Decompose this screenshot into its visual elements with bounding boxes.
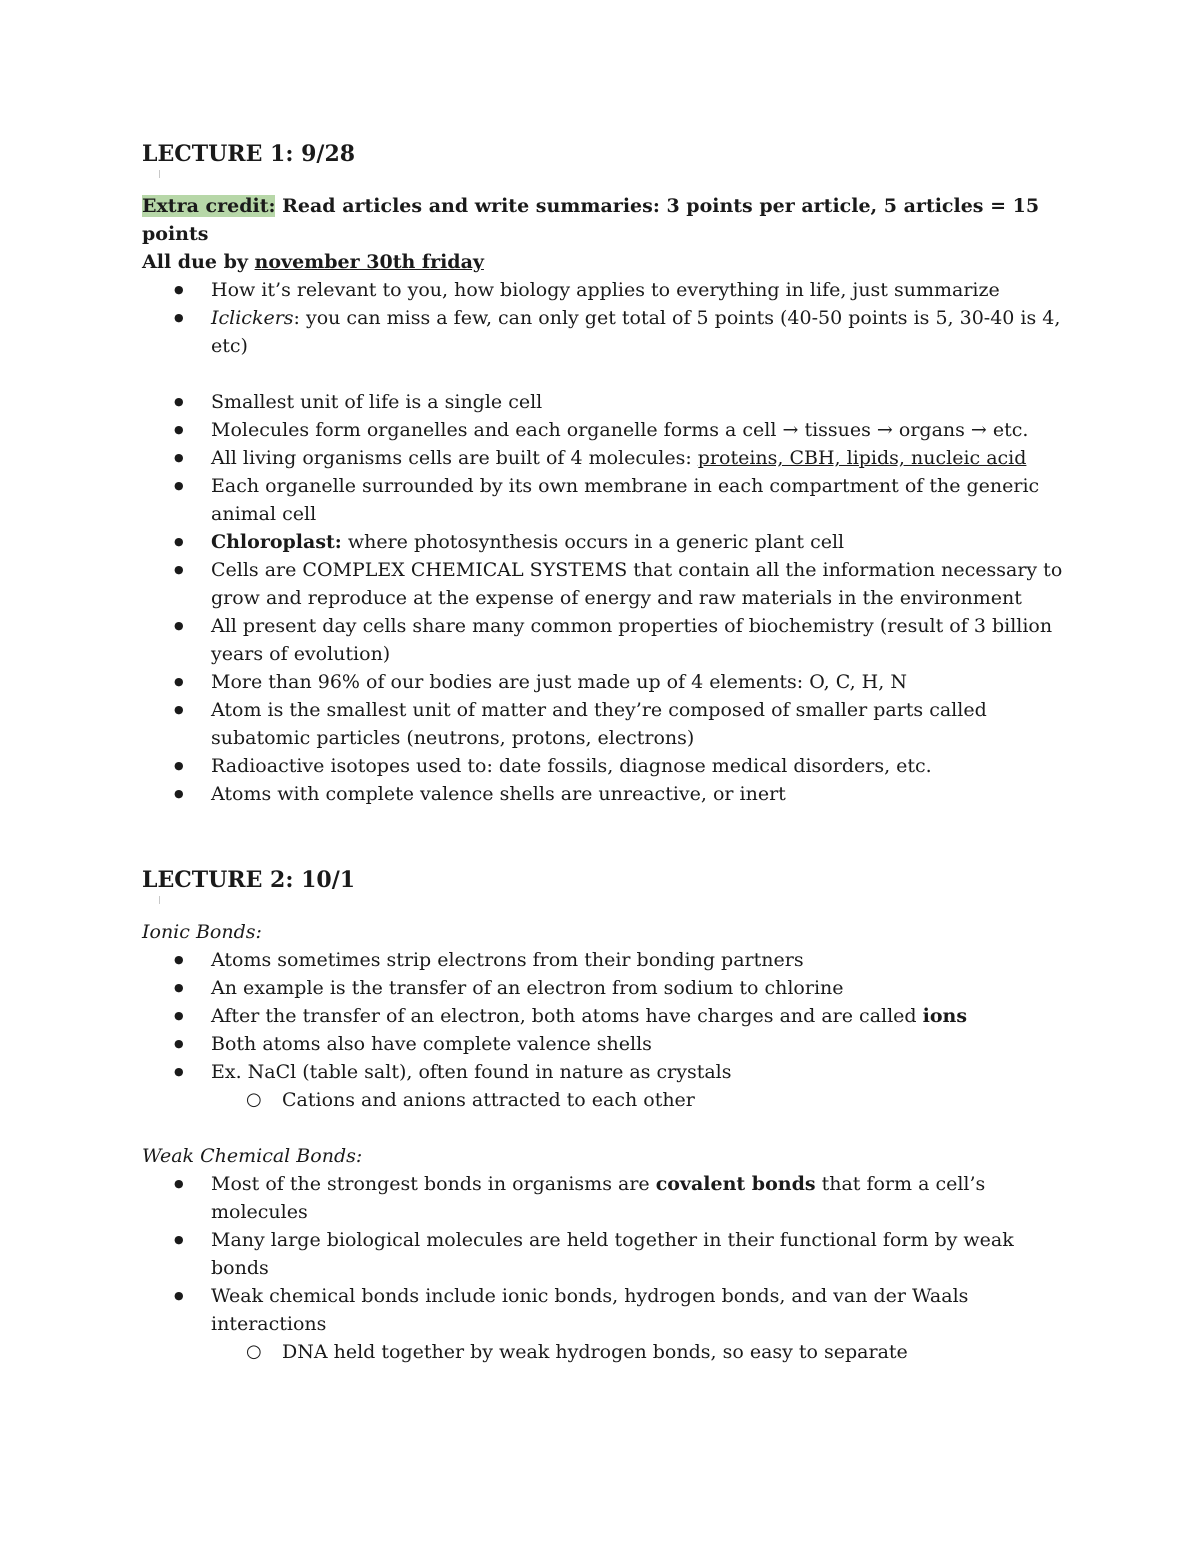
weak-bonds-heading: Weak Chemical Bonds: (142, 1145, 363, 1167)
covalent-prefix: Most of the strongest bonds in organisms are (211, 1173, 656, 1195)
ionic-sub-list (142, 1086, 1072, 1114)
cursor-mark (159, 896, 160, 904)
ionic-bonds-list (142, 946, 1072, 1086)
list-item: ● Radioactive isotopes used to: date fossils, diagnose medical disorders, etc. (142, 752, 1072, 780)
list-item: ● More than 96% of our bodies are just made up of 4 elements: O, C, H, N (142, 668, 1072, 696)
extra-credit-label: Extra credit: (142, 195, 276, 217)
due-prefix: All due by (142, 251, 255, 273)
lecture-2-title: LECTURE 2: 10/1 (142, 867, 356, 893)
list-item: ● Molecules form organelles and each organelle forms a cell → tissues → organs → etc. (142, 416, 1072, 444)
ions-prefix: After the transfer of an electron, both atoms have charges and are called (211, 1005, 923, 1027)
list-item: ● Both atoms also have complete valence shells (142, 1030, 1072, 1058)
lecture-1-title: LECTURE 1: 9/28 (142, 141, 356, 167)
list-item: ● Many large biological molecules are held together in their functional form by weak bonds (142, 1226, 1072, 1282)
list-item: ● Each organelle surrounded by its own membrane in each compartment of the generic animal cell (142, 472, 1072, 528)
molecules-list: proteins, CBH, lipids, nucleic acid (697, 447, 1027, 469)
list-item: ● Weak chemical bonds include ionic bonds, hydrogen bonds, and van der Waals interactions (142, 1282, 1072, 1338)
molecules-prefix: All living organisms cells are built of 4 molecules: (211, 447, 698, 469)
weak-bonds-list (142, 1170, 1072, 1338)
ionic-bonds-heading: Ionic Bonds: (142, 921, 262, 943)
list-item (142, 444, 1072, 472)
due-line (142, 248, 1072, 276)
list-item: ● Atom is the smallest unit of matter and they’re composed of smaller parts called subatomic particles (neutrons, protons, electrons) (142, 696, 1072, 752)
list-item: ● Smallest unit of life is a single cell (142, 388, 1072, 416)
spacer (142, 360, 1072, 388)
list-item: ● Atoms sometimes strip electrons from their bonding partners (142, 946, 1072, 974)
list-item: ● Atoms with complete valence shells are unreactive, or inert (142, 780, 1072, 808)
iclickers-text: : you can miss a few, can only get total of 5 points (40-50 points is 5, 30-40 is 4, etc) (211, 307, 1061, 357)
due-date: november 30th friday (254, 251, 484, 273)
list-item: ● Cells are COMPLEX CHEMICAL SYSTEMS that contain all the information necessary to grow and reproduce at the expense of energy and raw materials in the environment (142, 556, 1072, 612)
list-item: ● All present day cells share many common properties of biochemistry (result of 3 billion years of evolution) (142, 612, 1072, 668)
list-item: ● An example is the transfer of an electron from sodium to chlorine (142, 974, 1072, 1002)
list-item (142, 528, 1072, 556)
document-body (142, 138, 1072, 1366)
list-item (142, 1170, 1072, 1226)
list-item: ● How it’s relevant to you, how biology applies to everything in life, just summarize (142, 276, 1072, 304)
lecture-1-list-b (142, 388, 1072, 808)
weak-sub-list (142, 1338, 1072, 1366)
sub-list-item: ○ DNA held together by weak hydrogen bonds, so easy to separate (142, 1338, 1072, 1366)
extra-credit-line (142, 192, 1072, 248)
list-item: ● Ex. NaCl (table salt), often found in nature as crystals (142, 1058, 1072, 1086)
lecture-1-list-a (142, 276, 1072, 360)
spacer (142, 808, 1072, 864)
list-item (142, 1002, 1072, 1030)
iclickers-label: Iclickers (211, 307, 294, 329)
cursor-mark (159, 170, 160, 178)
ions-word: ions (922, 1005, 968, 1027)
covalent-word: covalent bonds (655, 1173, 816, 1195)
covalent-suffix: that form a cell’s molecules (211, 1173, 986, 1223)
chloroplast-text: where photosynthesis occurs in a generic plant cell (341, 531, 845, 553)
sub-list-item: ○ Cations and anions attracted to each other (142, 1086, 1072, 1114)
list-item (142, 304, 1072, 360)
spacer (142, 1114, 1072, 1142)
chloroplast-label: Chloroplast: (211, 531, 342, 553)
extra-credit-text: Read articles and write summaries: 3 points per article, 5 articles = 15 points (142, 195, 1040, 245)
